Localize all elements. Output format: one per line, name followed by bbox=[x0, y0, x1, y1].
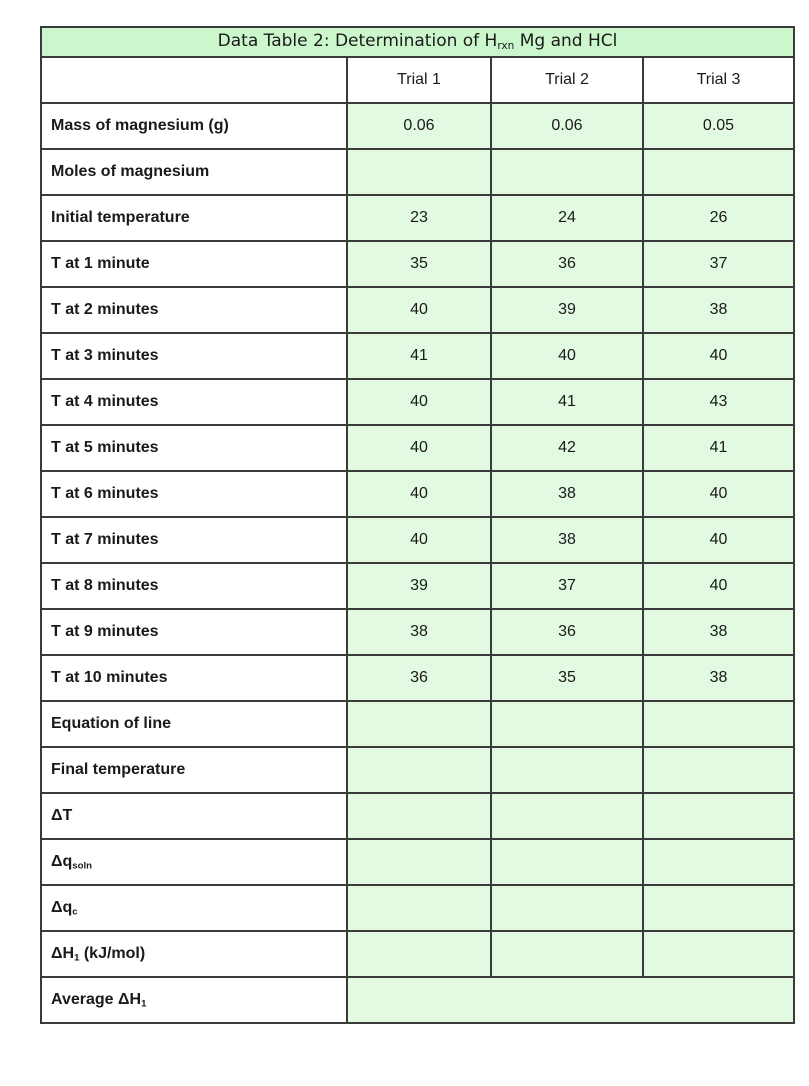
value-cell-trial-3[interactable]: 41 bbox=[643, 425, 794, 471]
row-label-text: T at 10 minutes bbox=[51, 669, 168, 686]
average-label-text: ΔH bbox=[118, 990, 142, 1008]
row-label-text: Final temperature bbox=[51, 761, 186, 778]
table-title bbox=[41, 27, 794, 57]
value-cell-trial-3[interactable] bbox=[643, 885, 794, 931]
value-cell-trial-2[interactable]: 38 bbox=[491, 471, 643, 517]
row-label bbox=[41, 333, 347, 379]
value-cell-trial-2[interactable]: 36 bbox=[491, 241, 643, 287]
row-label-text: T at 4 minutes bbox=[51, 393, 159, 410]
value-cell-trial-3[interactable]: 38 bbox=[643, 655, 794, 701]
row-label bbox=[41, 103, 347, 149]
table-row bbox=[41, 931, 794, 977]
row-label bbox=[41, 701, 347, 747]
value-cell-trial-3[interactable] bbox=[643, 839, 794, 885]
table-row bbox=[41, 195, 794, 241]
value-cell-trial-1[interactable] bbox=[347, 839, 491, 885]
value-cell-trial-2[interactable]: 36 bbox=[491, 609, 643, 655]
row-label-text: ΔT bbox=[51, 807, 73, 824]
row-label-text: ΔH bbox=[51, 944, 75, 962]
row-label bbox=[41, 379, 347, 425]
value-cell-trial-1[interactable]: 40 bbox=[347, 517, 491, 563]
table-row bbox=[41, 793, 794, 839]
row-label-text: Moles of magnesium bbox=[51, 163, 210, 180]
value-cell-trial-1[interactable]: 39 bbox=[347, 563, 491, 609]
row-label bbox=[41, 747, 347, 793]
value-cell-trial-1[interactable]: 41 bbox=[347, 333, 491, 379]
row-label bbox=[41, 793, 347, 839]
value-cell-trial-1[interactable]: 40 bbox=[347, 287, 491, 333]
value-cell-trial-1[interactable] bbox=[347, 701, 491, 747]
table-row bbox=[41, 379, 794, 425]
table-row bbox=[41, 103, 794, 149]
row-label bbox=[41, 287, 347, 333]
table-row bbox=[41, 471, 794, 517]
value-cell-trial-2[interactable] bbox=[491, 149, 643, 195]
value-cell-trial-2[interactable]: 0.06 bbox=[491, 103, 643, 149]
value-cell-trial-2[interactable]: 35 bbox=[491, 655, 643, 701]
row-label-text: T at 7 minutes bbox=[51, 531, 159, 548]
value-cell-trial-2[interactable] bbox=[491, 701, 643, 747]
value-cell-trial-3[interactable]: 38 bbox=[643, 609, 794, 655]
table-row bbox=[41, 563, 794, 609]
value-cell-trial-1[interactable]: 40 bbox=[347, 379, 491, 425]
value-cell-trial-1[interactable] bbox=[347, 793, 491, 839]
row-label-text: Δq bbox=[51, 852, 73, 870]
row-label-text: T at 6 minutes bbox=[51, 485, 159, 502]
value-cell-trial-3[interactable]: 26 bbox=[643, 195, 794, 241]
value-cell-trial-3[interactable] bbox=[643, 793, 794, 839]
value-cell-trial-2[interactable]: 42 bbox=[491, 425, 643, 471]
row-label bbox=[41, 471, 347, 517]
value-cell-trial-2[interactable] bbox=[491, 931, 643, 977]
row-label bbox=[41, 609, 347, 655]
row-label bbox=[41, 655, 347, 701]
row-label bbox=[41, 839, 347, 885]
row-label-text: Equation of line bbox=[51, 715, 171, 732]
header-trial-1: Trial 1 bbox=[347, 57, 491, 103]
row-label bbox=[41, 425, 347, 471]
row-label-unit: (kJ/mol) bbox=[79, 944, 146, 962]
value-cell-trial-2[interactable] bbox=[491, 839, 643, 885]
row-label bbox=[41, 885, 347, 931]
table-row bbox=[41, 517, 794, 563]
value-cell-trial-2[interactable]: 39 bbox=[491, 287, 643, 333]
value-cell-trial-1[interactable]: 40 bbox=[347, 425, 491, 471]
row-label bbox=[41, 563, 347, 609]
value-cell-trial-3[interactable]: 0.05 bbox=[643, 103, 794, 149]
row-label-text: Δq bbox=[51, 898, 73, 916]
value-cell-trial-1[interactable]: 23 bbox=[347, 195, 491, 241]
table-row bbox=[41, 287, 794, 333]
table-row bbox=[41, 149, 794, 195]
value-cell-trial-3[interactable]: 40 bbox=[643, 517, 794, 563]
value-cell-trial-1[interactable] bbox=[347, 149, 491, 195]
table-row bbox=[41, 655, 794, 701]
row-label bbox=[41, 517, 347, 563]
average-label-subscript: 1 bbox=[141, 998, 147, 1010]
value-cell-trial-3[interactable]: 38 bbox=[643, 287, 794, 333]
row-label bbox=[41, 241, 347, 287]
header-trial-2: Trial 2 bbox=[491, 57, 643, 103]
table-row bbox=[41, 885, 794, 931]
table-row bbox=[41, 333, 794, 379]
value-cell-trial-2[interactable] bbox=[491, 885, 643, 931]
value-cell-trial-3[interactable]: 40 bbox=[643, 471, 794, 517]
value-cell-trial-3[interactable]: 40 bbox=[643, 563, 794, 609]
average-row bbox=[41, 977, 794, 1023]
table-row bbox=[41, 241, 794, 287]
header-trial-3: Trial 3 bbox=[643, 57, 794, 103]
row-label-text: T at 3 minutes bbox=[51, 347, 159, 364]
value-cell-trial-3[interactable] bbox=[643, 149, 794, 195]
row-label-subscript: c bbox=[72, 906, 78, 918]
table-row bbox=[41, 425, 794, 471]
row-label bbox=[41, 931, 347, 977]
row-label-subscript: soln bbox=[72, 860, 93, 872]
table-row bbox=[41, 701, 794, 747]
row-label-text: T at 8 minutes bbox=[51, 577, 159, 594]
value-cell-trial-1[interactable]: 38 bbox=[347, 609, 491, 655]
value-cell-trial-1[interactable] bbox=[347, 885, 491, 931]
value-cell-trial-2[interactable]: 40 bbox=[491, 333, 643, 379]
value-cell-trial-1[interactable]: 0.06 bbox=[347, 103, 491, 149]
value-cell-trial-3[interactable] bbox=[643, 747, 794, 793]
value-cell-trial-3[interactable] bbox=[643, 701, 794, 747]
value-cell-trial-3[interactable]: 40 bbox=[643, 333, 794, 379]
value-cell-trial-3[interactable]: 37 bbox=[643, 241, 794, 287]
data-table-2 bbox=[40, 26, 795, 1024]
row-label bbox=[41, 195, 347, 241]
table-row bbox=[41, 747, 794, 793]
value-cell-trial-3[interactable]: 43 bbox=[643, 379, 794, 425]
title-subscript: rxn bbox=[497, 40, 515, 53]
value-cell-trial-2[interactable]: 38 bbox=[491, 517, 643, 563]
row-label-text: Mass of magnesium (g) bbox=[51, 117, 229, 134]
row-label-text: T at 1 minute bbox=[51, 255, 150, 272]
value-cell-trial-2[interactable]: 24 bbox=[491, 195, 643, 241]
value-cell-trial-1[interactable]: 36 bbox=[347, 655, 491, 701]
average-label bbox=[41, 977, 347, 1023]
table-row bbox=[41, 839, 794, 885]
header-blank-cell bbox=[41, 57, 347, 103]
value-cell-trial-2[interactable] bbox=[491, 747, 643, 793]
row-label-text: Initial temperature bbox=[51, 209, 190, 226]
value-cell-trial-1[interactable] bbox=[347, 931, 491, 977]
value-cell-trial-2[interactable]: 37 bbox=[491, 563, 643, 609]
row-label-subscript: 1 bbox=[74, 952, 80, 964]
row-label bbox=[41, 149, 347, 195]
average-value-cell[interactable] bbox=[347, 977, 794, 1023]
value-cell-trial-3[interactable] bbox=[643, 931, 794, 977]
average-label-prefix: Average bbox=[51, 990, 118, 1008]
value-cell-trial-2[interactable]: 41 bbox=[491, 379, 643, 425]
row-label-text: T at 5 minutes bbox=[51, 439, 159, 456]
title-suffix: Mg and HCl bbox=[514, 31, 618, 52]
row-label-text: T at 9 minutes bbox=[51, 623, 159, 640]
table-row bbox=[41, 609, 794, 655]
value-cell-trial-1[interactable]: 35 bbox=[347, 241, 491, 287]
value-cell-trial-1[interactable] bbox=[347, 747, 491, 793]
row-label-text: T at 2 minutes bbox=[51, 301, 159, 318]
value-cell-trial-2[interactable] bbox=[491, 793, 643, 839]
value-cell-trial-1[interactable]: 40 bbox=[347, 471, 491, 517]
title-prefix: Data Table 2: Determination of H bbox=[217, 31, 498, 52]
